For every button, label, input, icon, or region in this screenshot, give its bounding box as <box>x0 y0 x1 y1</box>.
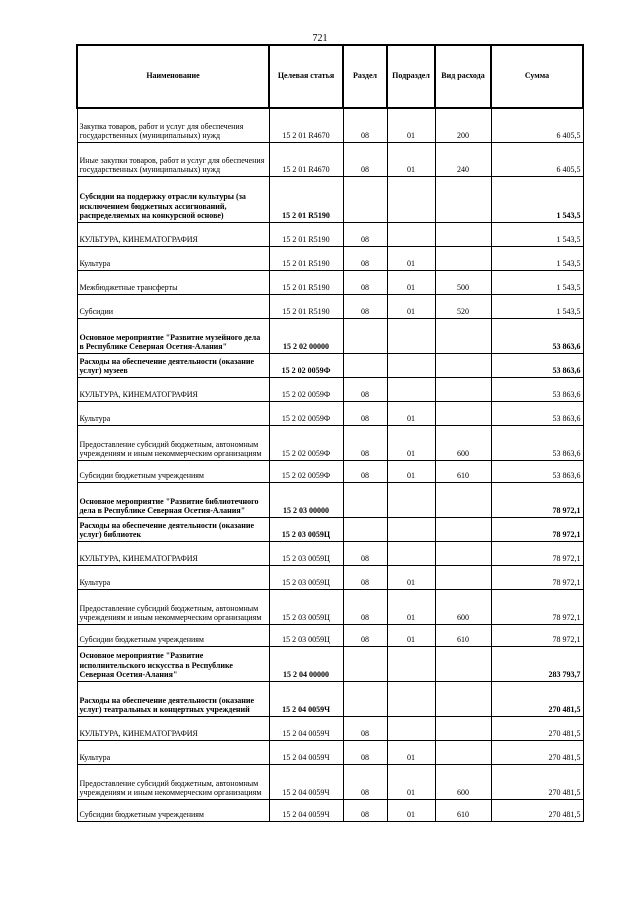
cell-subsection <box>387 318 435 353</box>
cell-expense-type: 600 <box>435 764 491 799</box>
table-row <box>77 460 583 482</box>
cell-section: 08 <box>343 425 387 460</box>
cell-expense-type <box>435 176 491 222</box>
table-row <box>77 589 583 624</box>
column-header-subsection: Подраздел <box>387 45 435 108</box>
table-row <box>77 646 583 681</box>
cell-sum: 270 481,5 <box>491 799 583 821</box>
cell-target-article: 15 2 02 0059Ф <box>269 401 343 425</box>
cell-expense-type: 600 <box>435 425 491 460</box>
cell-section: 08 <box>343 270 387 294</box>
cell-target-article: 15 2 03 0059Ц <box>269 541 343 565</box>
cell-sum: 283 793,7 <box>491 646 583 681</box>
cell-subsection: 01 <box>387 764 435 799</box>
cell-sum: 53 863,6 <box>491 425 583 460</box>
cell-sum: 1 543,5 <box>491 176 583 222</box>
cell-name: КУЛЬТУРА, КИНЕМАТОГРАФИЯ <box>77 541 269 565</box>
cell-expense-type <box>435 353 491 377</box>
cell-target-article: 15 2 01 R4670 <box>269 142 343 176</box>
cell-sum: 6 405,5 <box>491 108 583 142</box>
column-header-expense-type: Вид расхода <box>435 45 491 108</box>
cell-section <box>343 176 387 222</box>
table-row <box>77 353 583 377</box>
cell-target-article: 15 2 02 0059Ф <box>269 353 343 377</box>
cell-target-article: 15 2 03 0059Ц <box>269 589 343 624</box>
cell-section: 08 <box>343 624 387 646</box>
table-row <box>77 764 583 799</box>
cell-name: КУЛЬТУРА, КИНЕМАТОГРАФИЯ <box>77 377 269 401</box>
cell-sum: 1 543,5 <box>491 270 583 294</box>
cell-name: Предоставление субсидий бюджетным, автономным учреждениям и иным некоммерческим организациям <box>77 764 269 799</box>
cell-sum: 1 543,5 <box>491 246 583 270</box>
table-body <box>77 108 583 821</box>
cell-name: Расходы на обеспечение деятельности (оказание услуг) музеев <box>77 353 269 377</box>
table-row <box>77 318 583 353</box>
cell-section: 08 <box>343 377 387 401</box>
cell-name: КУЛЬТУРА, КИНЕМАТОГРАФИЯ <box>77 716 269 740</box>
table-row <box>77 294 583 318</box>
cell-section: 08 <box>343 401 387 425</box>
cell-expense-type <box>435 565 491 589</box>
cell-sum: 53 863,6 <box>491 401 583 425</box>
cell-subsection: 01 <box>387 565 435 589</box>
cell-subsection: 01 <box>387 740 435 764</box>
cell-sum: 78 972,1 <box>491 482 583 517</box>
cell-sum: 53 863,6 <box>491 318 583 353</box>
table-row <box>77 425 583 460</box>
cell-name: Основное мероприятие "Развитие исполнительского искусства в Республике Северная Осетия-Алания" <box>77 646 269 681</box>
cell-section <box>343 353 387 377</box>
cell-expense-type <box>435 482 491 517</box>
column-header-target-article: Целевая статья <box>269 45 343 108</box>
cell-target-article: 15 2 04 0059Ч <box>269 681 343 716</box>
cell-expense-type <box>435 222 491 246</box>
cell-subsection: 01 <box>387 142 435 176</box>
cell-sum: 78 972,1 <box>491 624 583 646</box>
cell-target-article: 15 2 04 0059Ч <box>269 764 343 799</box>
cell-subsection <box>387 716 435 740</box>
cell-expense-type <box>435 377 491 401</box>
cell-expense-type: 500 <box>435 270 491 294</box>
cell-section: 08 <box>343 222 387 246</box>
cell-subsection: 01 <box>387 589 435 624</box>
cell-expense-type: 200 <box>435 108 491 142</box>
cell-name: Культура <box>77 740 269 764</box>
cell-section: 08 <box>343 740 387 764</box>
table-row <box>77 108 583 142</box>
cell-sum: 53 863,6 <box>491 460 583 482</box>
cell-subsection <box>387 517 435 541</box>
cell-sum: 270 481,5 <box>491 740 583 764</box>
column-header-section: Раздел <box>343 45 387 108</box>
cell-expense-type <box>435 541 491 565</box>
cell-target-article: 15 2 01 R5190 <box>269 294 343 318</box>
cell-name: Основное мероприятие "Развитие библиотечного дела в Республике Северная Осетия-Алания" <box>77 482 269 517</box>
cell-sum: 1 543,5 <box>491 222 583 246</box>
cell-sum: 78 972,1 <box>491 541 583 565</box>
cell-target-article: 15 2 03 0059Ц <box>269 624 343 646</box>
cell-expense-type: 240 <box>435 142 491 176</box>
cell-name: Субсидии бюджетным учреждениям <box>77 460 269 482</box>
cell-target-article: 15 2 04 0059Ч <box>269 799 343 821</box>
cell-target-article: 15 2 03 0059Ц <box>269 517 343 541</box>
cell-name: Расходы на обеспечение деятельности (оказание услуг) библиотек <box>77 517 269 541</box>
cell-subsection <box>387 646 435 681</box>
table-row <box>77 246 583 270</box>
cell-name: Межбюджетные трансферты <box>77 270 269 294</box>
table-row <box>77 142 583 176</box>
column-header-sum: Сумма <box>491 45 583 108</box>
cell-sum: 1 543,5 <box>491 294 583 318</box>
cell-expense-type <box>435 740 491 764</box>
cell-subsection <box>387 541 435 565</box>
cell-section <box>343 482 387 517</box>
cell-subsection: 01 <box>387 294 435 318</box>
cell-sum: 270 481,5 <box>491 764 583 799</box>
cell-subsection: 01 <box>387 401 435 425</box>
cell-expense-type <box>435 401 491 425</box>
cell-target-article: 15 2 01 R5190 <box>269 222 343 246</box>
cell-name: Культура <box>77 565 269 589</box>
cell-sum: 53 863,6 <box>491 377 583 401</box>
cell-expense-type <box>435 318 491 353</box>
cell-name: Субсидии бюджетным учреждениям <box>77 799 269 821</box>
cell-subsection: 01 <box>387 460 435 482</box>
budget-table <box>76 44 584 822</box>
cell-subsection <box>387 681 435 716</box>
cell-expense-type <box>435 246 491 270</box>
cell-subsection: 01 <box>387 799 435 821</box>
table-header-row <box>77 45 583 108</box>
table-row <box>77 270 583 294</box>
cell-sum: 78 972,1 <box>491 565 583 589</box>
cell-subsection: 01 <box>387 246 435 270</box>
cell-expense-type: 600 <box>435 589 491 624</box>
cell-sum: 6 405,5 <box>491 142 583 176</box>
table-row <box>77 624 583 646</box>
page-number: 721 <box>312 33 328 44</box>
cell-name: Основное мероприятие "Развитие музейного дела в Республике Северная Осетия-Алания" <box>77 318 269 353</box>
cell-subsection: 01 <box>387 270 435 294</box>
cell-target-article: 15 2 03 00000 <box>269 482 343 517</box>
cell-expense-type: 610 <box>435 799 491 821</box>
cell-name: Культура <box>77 401 269 425</box>
cell-target-article: 15 2 04 0059Ч <box>269 716 343 740</box>
cell-target-article: 15 2 03 0059Ц <box>269 565 343 589</box>
cell-expense-type: 610 <box>435 460 491 482</box>
cell-target-article: 15 2 01 R5190 <box>269 246 343 270</box>
table-row <box>77 176 583 222</box>
cell-section: 08 <box>343 716 387 740</box>
cell-section: 08 <box>343 246 387 270</box>
table-row <box>77 222 583 246</box>
cell-name: Субсидии <box>77 294 269 318</box>
cell-sum: 78 972,1 <box>491 517 583 541</box>
cell-name: КУЛЬТУРА, КИНЕМАТОГРАФИЯ <box>77 222 269 246</box>
cell-target-article: 15 2 01 R5190 <box>269 176 343 222</box>
table-row <box>77 377 583 401</box>
cell-expense-type: 610 <box>435 624 491 646</box>
cell-name: Культура <box>77 246 269 270</box>
cell-section: 08 <box>343 108 387 142</box>
cell-expense-type <box>435 517 491 541</box>
cell-section: 08 <box>343 294 387 318</box>
table-row <box>77 541 583 565</box>
cell-target-article: 15 2 02 00000 <box>269 318 343 353</box>
cell-name: Предоставление субсидий бюджетным, автономным учреждениям и иным некоммерческим организациям <box>77 589 269 624</box>
cell-section <box>343 646 387 681</box>
table-row <box>77 565 583 589</box>
table-row <box>77 740 583 764</box>
cell-target-article: 15 2 04 0059Ч <box>269 740 343 764</box>
cell-section: 08 <box>343 142 387 176</box>
table-row <box>77 716 583 740</box>
cell-target-article: 15 2 01 R4670 <box>269 108 343 142</box>
cell-subsection <box>387 222 435 246</box>
cell-name: Закупка товаров, работ и услуг для обеспечения государственных (муниципальных) нужд <box>77 108 269 142</box>
cell-expense-type <box>435 681 491 716</box>
cell-name: Предоставление субсидий бюджетным, автономным учреждениям и иным некоммерческим организациям <box>77 425 269 460</box>
table-row <box>77 401 583 425</box>
cell-section <box>343 681 387 716</box>
cell-target-article: 15 2 01 R5190 <box>269 270 343 294</box>
cell-subsection <box>387 176 435 222</box>
cell-sum: 53 863,6 <box>491 353 583 377</box>
cell-expense-type <box>435 716 491 740</box>
cell-section <box>343 517 387 541</box>
cell-subsection <box>387 377 435 401</box>
cell-name: Иные закупки товаров, работ и услуг для обеспечения государственных (муниципальных) нужд <box>77 142 269 176</box>
cell-subsection: 01 <box>387 108 435 142</box>
cell-target-article: 15 2 02 0059Ф <box>269 460 343 482</box>
cell-section: 08 <box>343 460 387 482</box>
cell-target-article: 15 2 02 0059Ф <box>269 425 343 460</box>
cell-name: Субсидии на поддержку отрасли культуры (за исключением бюджетных ассигнований, распределяемых на конкурсной основе) <box>77 176 269 222</box>
cell-sum: 78 972,1 <box>491 589 583 624</box>
cell-target-article: 15 2 04 00000 <box>269 646 343 681</box>
cell-section: 08 <box>343 565 387 589</box>
cell-expense-type <box>435 646 491 681</box>
cell-subsection: 01 <box>387 624 435 646</box>
table-row <box>77 681 583 716</box>
cell-target-article: 15 2 02 0059Ф <box>269 377 343 401</box>
cell-sum: 270 481,5 <box>491 681 583 716</box>
column-header-name: Наименование <box>77 45 269 108</box>
cell-section: 08 <box>343 589 387 624</box>
cell-section: 08 <box>343 764 387 799</box>
table-row <box>77 517 583 541</box>
cell-expense-type: 520 <box>435 294 491 318</box>
cell-subsection: 01 <box>387 425 435 460</box>
cell-name: Субсидии бюджетным учреждениям <box>77 624 269 646</box>
table-row <box>77 482 583 517</box>
cell-section: 08 <box>343 799 387 821</box>
cell-subsection <box>387 353 435 377</box>
cell-sum: 270 481,5 <box>491 716 583 740</box>
cell-name: Расходы на обеспечение деятельности (оказание услуг) театральных и концертных учреждений <box>77 681 269 716</box>
table-row <box>77 799 583 821</box>
cell-subsection <box>387 482 435 517</box>
cell-section: 08 <box>343 541 387 565</box>
cell-section <box>343 318 387 353</box>
